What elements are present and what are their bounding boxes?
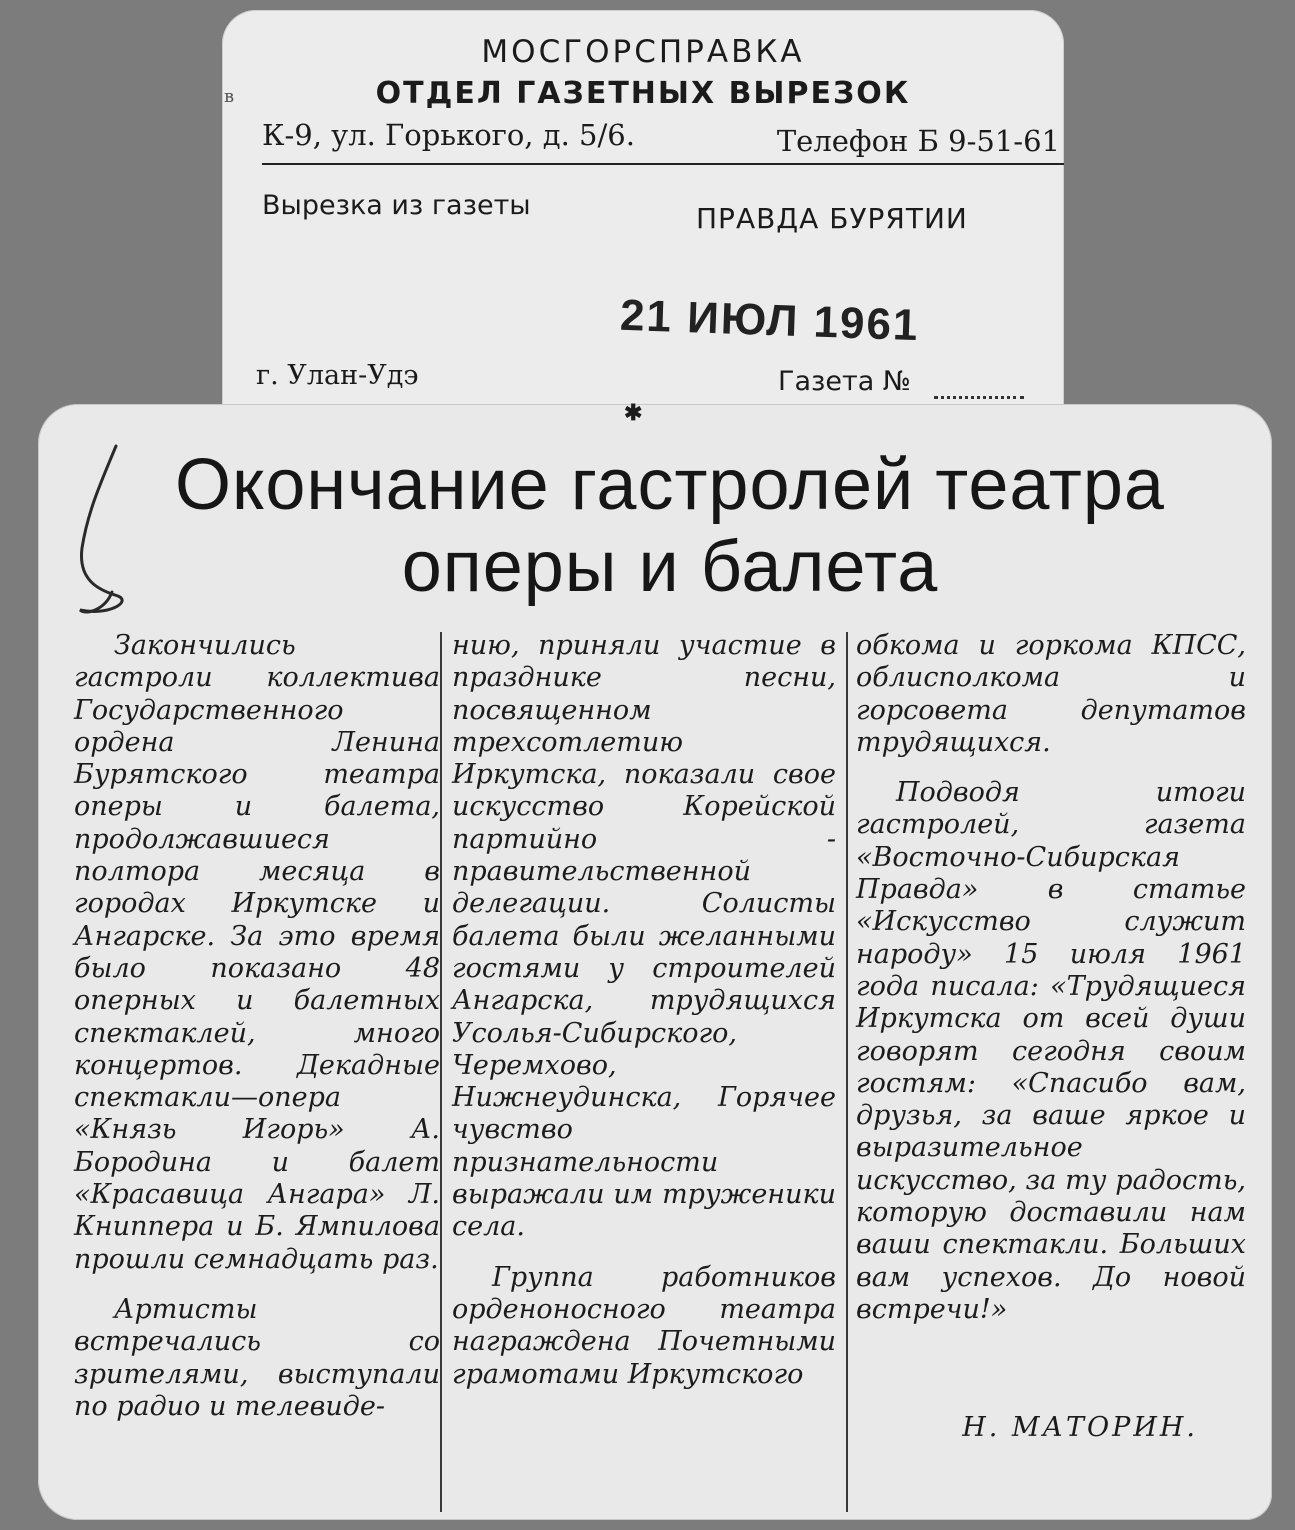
agency-phone: Телефон Б 9-51-61: [776, 124, 1060, 158]
article-author: Н. МАТОРИН.: [962, 1412, 1198, 1443]
paragraph: Закончились гастроли коллектива Государственного ордена Ленина Бурятского театра оперы и балета, продолжавшиеся полтора месяца в городах Иркутске и Ангарске. За это время было показано 48 оперных и балетных спектаклей, много концертов. Декадные спектакли—опера «Князь Игорь» А. Бородина и балет «Красавица Ангара» Л. Книппера и Б. Ямпилова прошли семнадцать раз.: [74, 630, 440, 1275]
paste-mark-icon: ✱: [624, 400, 643, 426]
agency-address: К-9, ул. Горького, д. 5/6.: [262, 118, 635, 152]
issue-number-label: Газета №: [778, 366, 911, 397]
department-name: ОТДЕЛ ГАЗЕТНЫХ ВЫРЕЗОК: [375, 76, 911, 111]
paragraph: Артисты встречались со зрителями, выступали по радио и телевиде-: [74, 1293, 440, 1422]
paragraph: Группа работников орденоносного театра награждена Почетными грамотами Иркутского: [452, 1261, 836, 1390]
newspaper-city: г. Улан-Удэ: [256, 360, 419, 391]
article-clipping: [38, 400, 1272, 1520]
header-divider: [262, 163, 1064, 165]
clipping-source-label: Вырезка из газеты: [262, 190, 531, 221]
edge-mark: в: [224, 86, 235, 107]
paragraph: Подводя итоги гастролей, газета «Восточно-Сибирская Правда» в статье «Искусство служит народу» 15 июля 1961 года писала: «Трудящиеся Иркутска от всей души говорят сегодня своим гостям: «Спасибо вам, друзья, за ваше яркое и выразительное искусство, за ту радость, которую доставили нам ваши спектакли. Больших вам успехов. До новой встречи!»: [856, 777, 1246, 1325]
article-column-1: [74, 630, 440, 1441]
column-divider: [846, 632, 848, 1512]
column-divider: [440, 632, 442, 1512]
date-stamp: 21 ИЮЛ 1961: [619, 290, 921, 351]
clipping-label-card: [222, 10, 1064, 428]
paragraph: обкома и горкома КПСС, облисполкома и горсовета депутатов трудящихся.: [856, 630, 1246, 758]
newspaper-name: ПРАВДА БУРЯТИИ: [696, 202, 968, 235]
article-column-3: [856, 630, 1246, 1344]
article-headline: Окончание гастролей театра оперы и балета: [175, 445, 1165, 607]
paragraph: нию, приняли участие в празднике песни, посвященном трехсотлетию Иркутска, показали свое искусство Корейской партийно - правительственной делегации. Солисты балета были желанными гостями у строителей Ангарска, трудящихся Усолья-Сибирского, Черемхово, Нижнеудинска, Горячее чувство признательности выражали им труженики села.: [452, 630, 836, 1243]
issue-number-field: [934, 396, 1024, 399]
agency-name: МОСГОРСПРАВКА: [481, 34, 805, 70]
article-column-2: [452, 630, 836, 1409]
